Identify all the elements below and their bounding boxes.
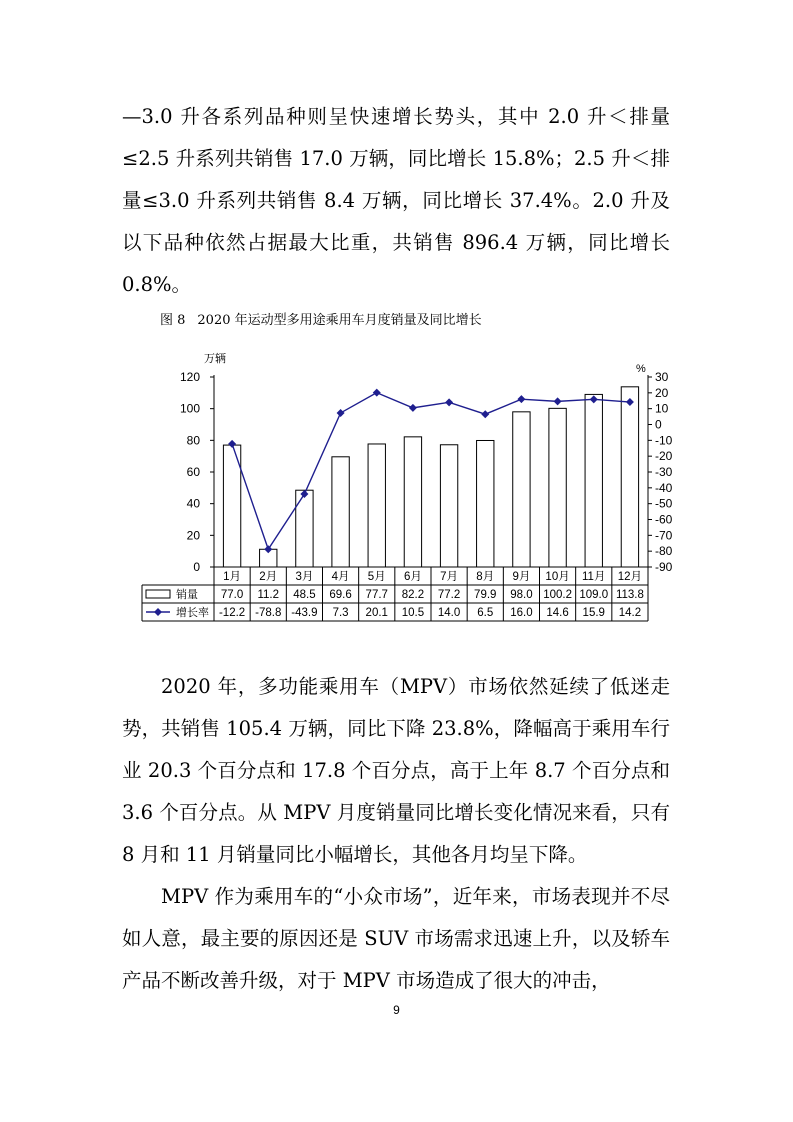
- category-label: 7月: [440, 571, 459, 583]
- legend-line-marker: [154, 608, 162, 616]
- sales-value-label: 113.8: [615, 589, 644, 601]
- body-paragraph-3: MPV 作为乘用车的“小众市场”，近年来，市场表现并不尽如人意，最主要的原因还是 SUV 市场需求迅速上升，以及轿车产品不断改善升级，对于 MPV 市场造成了很大的冲击，: [122, 885, 670, 992]
- growth-value-label: -12.2: [218, 607, 246, 619]
- sales-bar: [440, 445, 457, 567]
- sales-value-label: 69.6: [329, 589, 352, 601]
- growth-point: [445, 398, 453, 406]
- growth-value-label: -43.9: [291, 607, 318, 619]
- category-label: 8月: [476, 571, 495, 583]
- right-axis: [636, 363, 673, 574]
- growth-point: [373, 389, 381, 397]
- legend-sales-label: 销量: [176, 589, 198, 601]
- right-axis-tick-label: 0: [655, 417, 662, 432]
- growth-value-label: -78.8: [255, 607, 282, 619]
- figure-title: 2020 年运动型多用途乘用车月度销量及同比增长: [197, 313, 482, 328]
- right-axis-tick-label: -40: [655, 480, 673, 495]
- right-axis-tick-label: -50: [655, 496, 673, 511]
- right-axis-tick-label: 30: [655, 370, 669, 384]
- category-label: 12月: [617, 571, 643, 583]
- left-axis-tick-label: 80: [186, 433, 200, 448]
- sales-value-label: 77.2: [437, 589, 461, 601]
- sales-bar: [332, 457, 349, 567]
- figure-caption: [160, 309, 482, 328]
- growth-point: [337, 409, 345, 417]
- data-table: [142, 567, 648, 621]
- growth-value-label: 6.5: [477, 607, 494, 619]
- growth-value-label: 20.1: [365, 607, 388, 619]
- figure-number: 图 8: [160, 313, 186, 328]
- sales-value-label: 100.2: [543, 589, 572, 601]
- right-axis-tick-label: 10: [655, 401, 669, 416]
- category-label: 1月: [223, 571, 242, 583]
- left-axis-tick-label: 0: [193, 560, 200, 574]
- sales-value-label: 77.7: [365, 589, 388, 601]
- growth-point: [481, 410, 489, 418]
- sales-bar: [513, 412, 530, 567]
- sales-bar: [477, 440, 494, 567]
- sales-value-label: 79.9: [474, 589, 497, 601]
- growth-point: [554, 397, 562, 405]
- category-label: 5月: [367, 571, 386, 583]
- left-axis-tick-label: 100: [179, 401, 200, 416]
- sales-value-label: 77.0: [220, 589, 244, 601]
- sales-growth-chart: [140, 350, 673, 630]
- left-axis: [180, 352, 226, 574]
- growth-point: [409, 404, 417, 412]
- sales-bar: [404, 437, 421, 567]
- sales-value-label: 48.5: [293, 589, 316, 601]
- growth-value-label: 16.0: [510, 607, 533, 619]
- sales-bars: [223, 387, 638, 567]
- growth-polyline: [232, 393, 630, 550]
- sales-bar: [585, 394, 602, 567]
- right-axis-tick-label: -70: [655, 528, 673, 543]
- category-label: 9月: [512, 571, 531, 583]
- right-axis-unit: %: [636, 363, 646, 375]
- sales-value-label: 11.2: [257, 589, 280, 601]
- sales-value-label: 82.2: [401, 589, 425, 601]
- body-paragraph-1: —3.0 升各系列品种则呈快速增长势头，其中 2.0 升＜排量≤2.5 升系列共销售 17.0 万辆，同比增长 15.8%；2.5 升＜排量≤3.0 升系列共销售 8.4 万辆，同比增长 37.4%。2.0 升及以下品种依然占据最大比重，共销售 896.4 万辆，同比增长 0.8%。: [122, 105, 670, 296]
- category-label: 4月: [331, 571, 350, 583]
- body-paragraph-2: 2020 年，多功能乘用车（MPV）市场依然延续了低迷走势，共销售 105.4 万辆，同比下降 23.8%，降幅高于乘用车行业 20.3 个百分点和 17.8 个百分点，高于上年 8.7 个百分点和 3.6 个百分点。从 MPV 月度销量同比增长变化情况来看，只有 8 月和 11 月销量同比小幅增长，其他各月均呈下降。: [122, 675, 670, 866]
- left-axis-tick-label: 60: [186, 465, 200, 479]
- right-axis-tick-label: -80: [655, 544, 673, 559]
- category-label: 11月: [582, 571, 606, 583]
- right-axis-tick-label: 20: [655, 385, 669, 400]
- growth-line: [228, 389, 634, 554]
- sales-value-label: 98.0: [510, 589, 533, 601]
- legend-growth-label: 增长率: [176, 607, 209, 619]
- growth-value-label: 10.5: [401, 607, 425, 619]
- sales-bar: [621, 387, 638, 567]
- right-axis-tick-label: -60: [655, 512, 673, 527]
- left-axis-tick-label: 40: [186, 496, 200, 511]
- growth-value-label: 14.2: [618, 607, 642, 619]
- growth-value-label: 14.6: [546, 607, 569, 619]
- legend-bar-swatch: [146, 590, 170, 598]
- growth-value-label: 7.3: [332, 607, 349, 619]
- category-label: 2月: [259, 571, 278, 583]
- right-axis-tick-label: -20: [655, 449, 673, 464]
- sales-value-label: 109.0: [579, 589, 609, 601]
- category-label: 6月: [403, 571, 422, 583]
- sales-bar: [296, 490, 313, 567]
- left-axis-tick-label: 20: [186, 528, 200, 543]
- category-label: 10月: [545, 571, 570, 583]
- right-axis-tick-label: -90: [655, 560, 673, 574]
- sales-bar: [368, 444, 385, 567]
- left-axis-unit: 万辆: [204, 353, 226, 365]
- growth-point: [517, 395, 525, 403]
- sales-bar: [549, 408, 566, 567]
- right-axis-tick-label: -30: [655, 465, 673, 479]
- left-axis-tick-label: 120: [179, 370, 200, 384]
- category-label: 3月: [295, 571, 314, 583]
- page-number: 9: [393, 1003, 400, 1017]
- growth-value-label: 14.0: [437, 607, 461, 619]
- growth-value-label: 15.9: [582, 607, 605, 619]
- right-axis-tick-label: -10: [655, 433, 673, 448]
